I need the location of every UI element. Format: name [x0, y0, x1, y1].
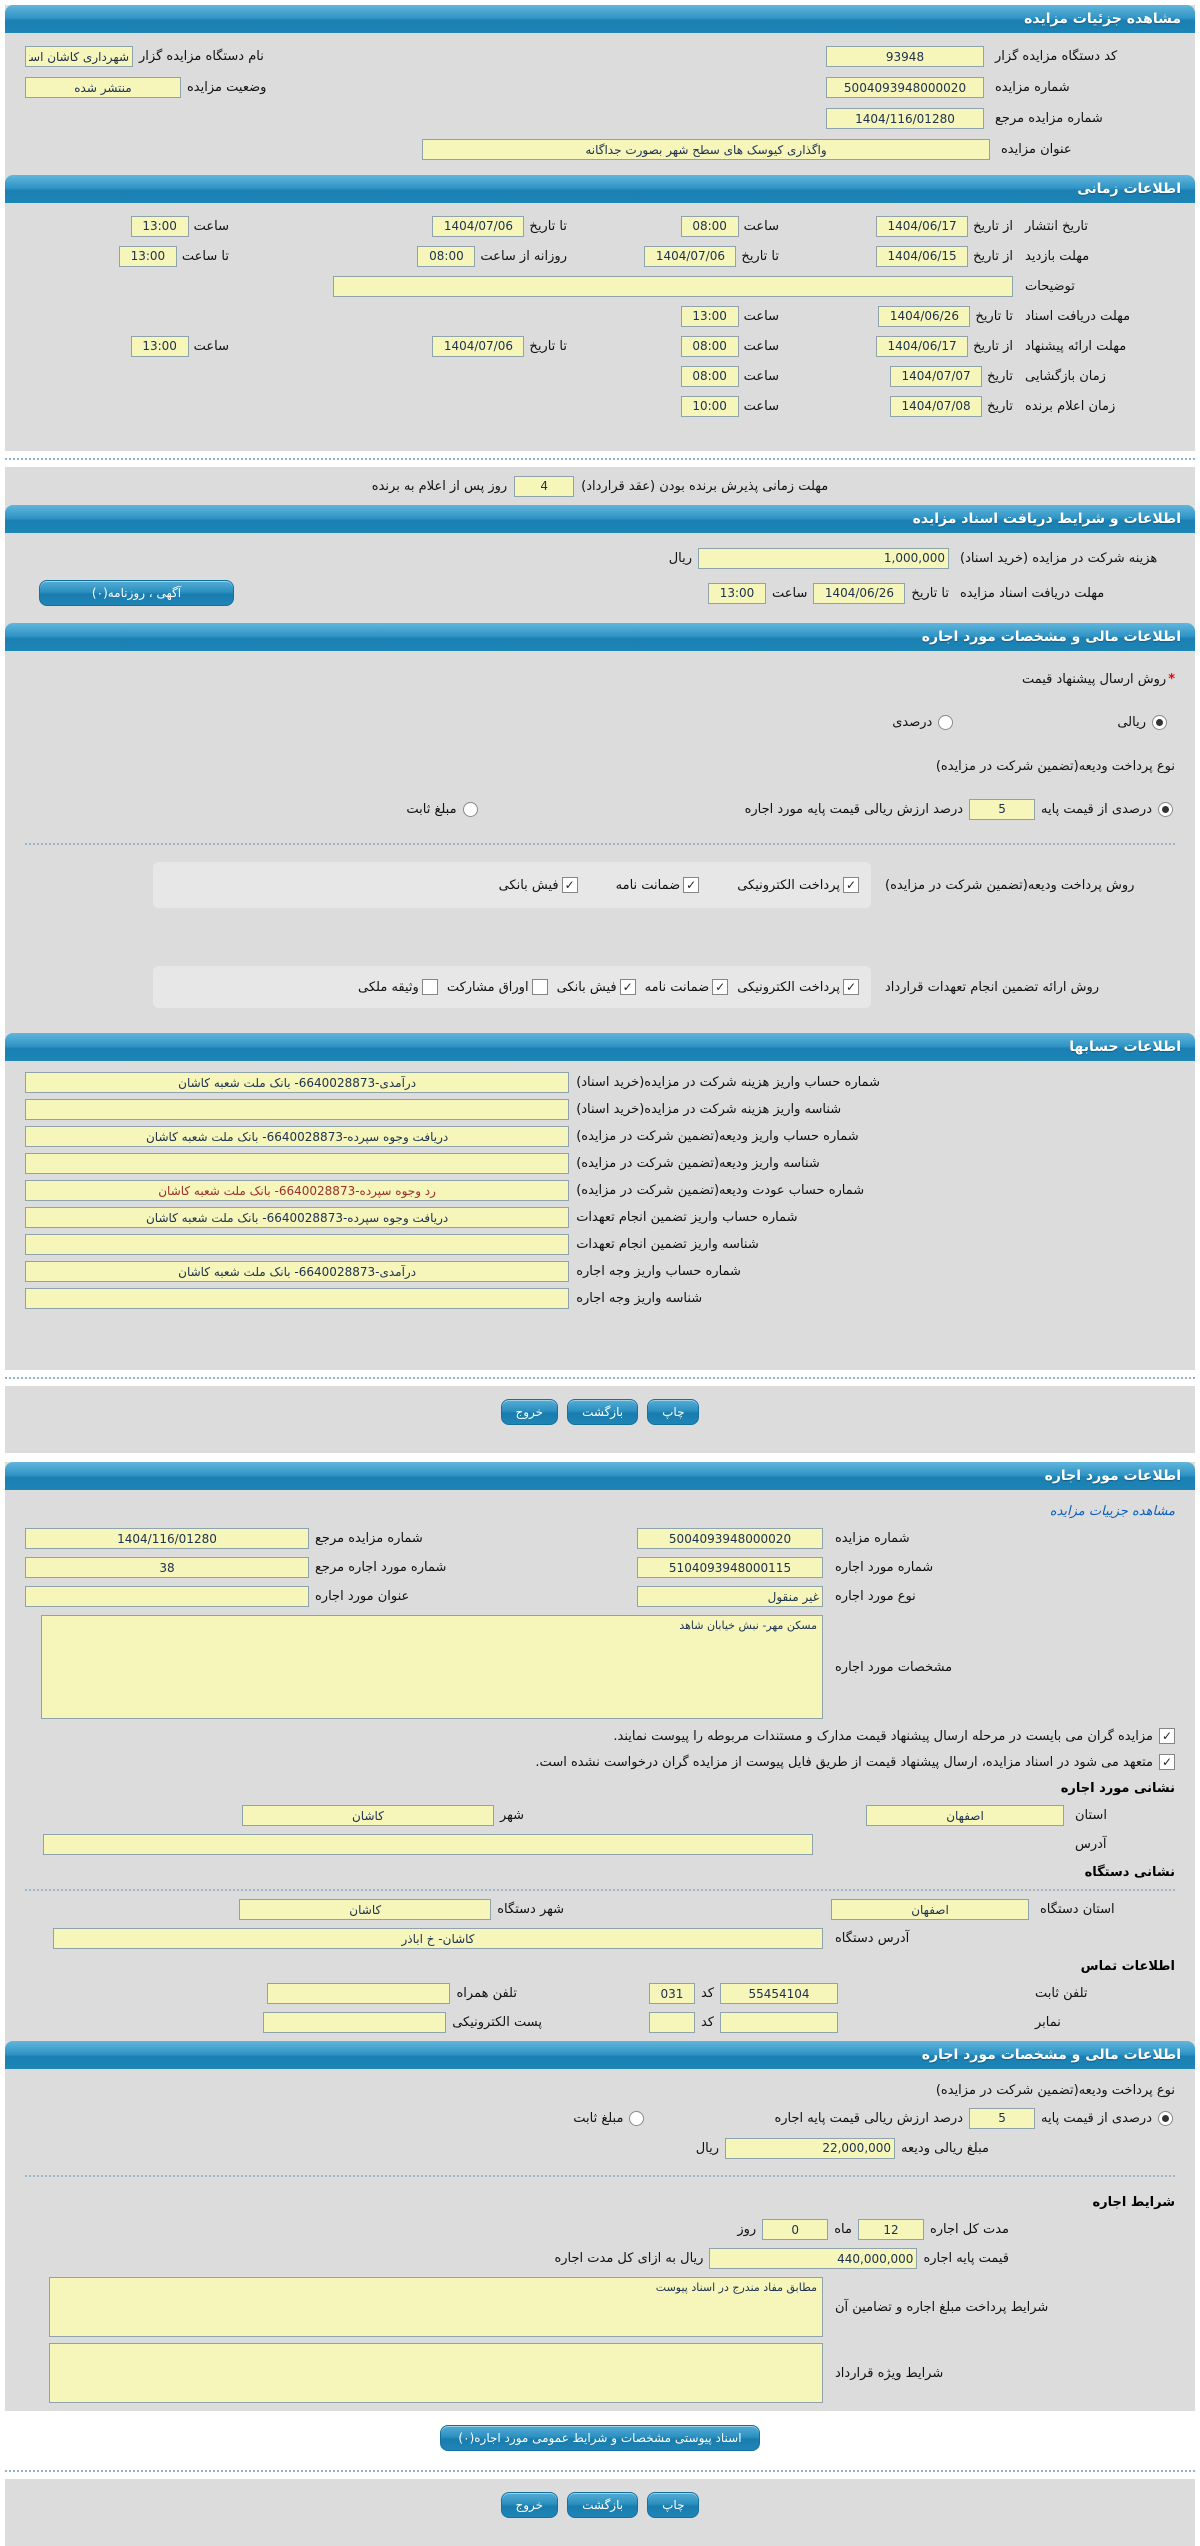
radio-rial-label: ریالی	[1117, 714, 1146, 730]
account-row	[25, 1231, 1175, 1258]
item-ref-field[interactable]	[25, 1557, 309, 1578]
duration-label: مدت کل اجاره	[929, 2222, 1009, 2237]
org-city-field[interactable]	[239, 1899, 491, 1920]
checkbox-guarantee-letter[interactable]	[712, 979, 728, 995]
note-row	[25, 1749, 1175, 1775]
time-row-label: مهلت ارائه پیشنهاد	[1025, 338, 1127, 354]
hour-label: ساعت	[193, 338, 229, 354]
row-org-province-city	[25, 1895, 1175, 1924]
lease-item-panel	[5, 1462, 1195, 2546]
offer-from-date-field[interactable]	[876, 336, 968, 357]
deposit-type-label: نوع پرداخت ودیعه(تضمین شرکت در مزایده)	[935, 758, 1175, 774]
account-row	[25, 1150, 1175, 1177]
view-auction-details-link[interactable]: مشاهده جزییات مزایده	[1049, 1503, 1175, 1519]
hour-label: ساعت	[743, 368, 779, 384]
pay-conditions-label: شرایط پرداخت مبلغ اجاره و تضامین آن	[835, 2299, 1049, 2315]
contract-guarantee-label: روش ارائه تضمین انجام تعهدات قرارداد	[885, 979, 1100, 995]
phone-field[interactable]	[720, 1983, 838, 2004]
org-province-label: استان دستگاه	[1040, 1902, 1115, 1917]
account-field-rent-id[interactable]	[25, 1288, 569, 1309]
to-date-label: تا تاریخ	[529, 338, 567, 354]
item-ref-group	[25, 1557, 477, 1578]
pay-option	[616, 877, 700, 893]
time-row-opening	[25, 361, 1175, 391]
section-title: اطلاعات زمانی	[1077, 181, 1181, 197]
to-date-label: تا تاریخ	[975, 308, 1013, 324]
publish-from-date-field[interactable]	[876, 216, 968, 237]
account-field-fee-deposit[interactable]	[25, 1072, 569, 1093]
time-row-publish	[25, 211, 1175, 241]
guarantee-option	[557, 979, 636, 995]
row-deposit-type	[25, 745, 1175, 787]
fax-label: نمابر	[1035, 2015, 1061, 2030]
row-auction-no	[25, 1524, 1175, 1553]
account-row	[25, 1285, 1175, 1312]
fax-field[interactable]	[720, 2012, 838, 2033]
lease-province-field[interactable]	[866, 1805, 1064, 1826]
note-row	[25, 1723, 1175, 1749]
auction-ref-group	[25, 1528, 477, 1549]
section-title: اطلاعات مالی و مشخصات مورد اجاره	[921, 2047, 1181, 2063]
auction-title-label: عنوان مزایده	[1001, 142, 1072, 157]
row-pay-conditions	[25, 2277, 1175, 2337]
visit-to-hour-field[interactable]	[119, 246, 177, 267]
section-title: اطلاعات مورد اجاره	[1044, 1468, 1181, 1484]
contact-info-title: اطلاعات تماس	[1080, 1958, 1175, 1974]
org-city-label: شهر دستگاه	[497, 1902, 564, 1917]
row-deposit-pay-methods	[25, 857, 1175, 913]
rial-label: ریال	[695, 2140, 720, 2156]
offer-to-date-field[interactable]	[432, 336, 524, 357]
description-label: توضیحات	[1025, 278, 1075, 294]
hour-label: ساعت	[743, 398, 779, 414]
divider	[25, 2175, 1175, 2177]
fee-label: هزینه شرکت در مزایده (خرید اسناد)	[960, 550, 1158, 566]
winner-hour-field[interactable]	[681, 396, 739, 417]
base-price-label: قیمت پایه اجاره	[923, 2251, 1009, 2266]
attached-docs-button[interactable]: اسناد پیوستی مشخصات و شرایط عمومی مورد اجاره(۰)	[440, 2425, 760, 2451]
account-label: شماره حساب واریز وجه اجاره	[576, 1264, 741, 1279]
fee-field[interactable]	[698, 548, 949, 569]
percent-of-base-label: درصدی از قیمت پایه	[1041, 801, 1152, 817]
description-field[interactable]	[333, 276, 1013, 297]
deposit-amount-label: مبلغ ریالی ودیعه	[901, 2140, 989, 2156]
auction-status-label: وضعیت مزایده	[187, 80, 267, 95]
deposit-type-label: نوع پرداخت ودیعه(تضمین شرکت در مزایده)	[935, 2082, 1175, 2098]
account-row	[25, 1258, 1175, 1285]
to-hour-label: تا ساعت	[181, 248, 229, 264]
to-date-label: تا تاریخ	[529, 218, 567, 234]
account-row	[25, 1069, 1175, 1096]
row-deposit-type-options	[25, 787, 1175, 831]
account-row	[25, 1123, 1175, 1150]
item-type-label: نوع مورد اجاره	[835, 1589, 916, 1604]
row-auction-ref	[25, 103, 1175, 134]
rial-label: ریال	[668, 550, 692, 566]
row-org-address	[25, 1924, 1175, 1953]
radio-percent-label: درصدی	[892, 714, 933, 730]
publish-to-hour-field[interactable]	[131, 216, 189, 237]
lease-item-section	[5, 1490, 1195, 2041]
row-docs-deadline	[25, 575, 1175, 611]
item-spec-label: مشخصات مورد اجاره	[835, 1659, 953, 1675]
account-label: شماره حساب واریز تضمین انجام تعهدات	[576, 1210, 798, 1225]
row-fax-email	[25, 2008, 1175, 2037]
panel1-buttons	[5, 1386, 1195, 1453]
auction-ref-field[interactable]	[826, 108, 984, 129]
item-ref-label: شماره مورد اجاره مرجع	[315, 1560, 447, 1575]
row-deposit-type-options-2	[25, 2103, 1175, 2133]
acceptance-days-field[interactable]	[514, 476, 574, 497]
account-field-obligation-pay[interactable]	[25, 1207, 569, 1228]
deposit-percent-field[interactable]	[969, 799, 1035, 820]
guarantee-option	[737, 979, 859, 995]
guarantee-option	[447, 979, 548, 995]
hour-label: ساعت	[743, 308, 779, 324]
auction-no-field[interactable]	[637, 1528, 823, 1549]
from-date-label: از تاریخ	[973, 218, 1013, 234]
checkbox-label: ضمانت نامه	[615, 877, 681, 893]
section-header-financial-lease	[5, 2041, 1195, 2069]
checkbox-label: ضمانت نامه	[644, 979, 710, 995]
phone-label: تلفن ثابت	[1035, 1986, 1088, 2001]
province-label: استان	[1075, 1808, 1107, 1823]
price-method-label: روش ارسال پیشنهاد قیمت	[1021, 671, 1167, 687]
row-contract-guarantee-methods	[25, 961, 1175, 1013]
hour-label: ساعت	[743, 338, 779, 354]
account-field-deposit-return[interactable]	[25, 1180, 569, 1201]
receive-to-date-field[interactable]	[878, 306, 970, 327]
exit-button[interactable]: خروج	[501, 1399, 559, 1425]
phone-code-field[interactable]	[649, 1983, 695, 2004]
auction-ref-label: شماره مزایده مرجع	[995, 111, 1103, 126]
row-lease-province-city	[25, 1801, 1175, 1830]
fax-code-field[interactable]	[649, 2012, 695, 2033]
item-type-field[interactable]	[637, 1586, 823, 1607]
percent-suffix-label: درصد ارزش ریالی قیمت پایه اجاره	[774, 2110, 964, 2126]
to-date-label: تا تاریخ	[741, 248, 779, 264]
account-field-rent-pay[interactable]	[25, 1261, 569, 1282]
visit-to-date-field[interactable]	[644, 246, 736, 267]
account-label: شناسه واریز ودیعه(تضمین شرکت در مزایده)	[576, 1156, 820, 1171]
duration-days-field[interactable]	[762, 2219, 828, 2240]
guarantee-option	[645, 979, 729, 995]
to-date-label: تا تاریخ	[911, 585, 949, 601]
month-label: ماه	[834, 2222, 852, 2237]
lease-conditions-title: شرایط اجاره	[1092, 2194, 1175, 2210]
checkbox-guarantee-letter[interactable]	[683, 877, 699, 893]
checkbox-property-collateral[interactable]	[422, 979, 438, 995]
row-auction-title	[25, 134, 1175, 165]
city-label: شهر	[499, 1808, 524, 1823]
email-label: پست الکترونیکی	[452, 2015, 542, 2030]
special-conditions-label: شرایط ویژه قرارداد	[835, 2365, 944, 2381]
pay-conditions-textarea[interactable]	[49, 2277, 823, 2337]
account-row	[25, 1096, 1175, 1123]
checkbox-bank-receipt[interactable]	[562, 877, 578, 893]
note-text: مزایده گران می بایست در مرحله ارسال پیشنهاد قیمت مدارک و مستندات مربوطه را پیوست نمایند.	[613, 1728, 1153, 1744]
row-price-method	[25, 659, 1175, 699]
code-label: کد	[700, 1986, 714, 2001]
section-title: اطلاعات حسابها	[1069, 1039, 1181, 1055]
org-address-label: آدرس دستگاه	[835, 1931, 910, 1946]
row-lease-base-price	[25, 2244, 1175, 2273]
lease-address-title: نشانی مورد اجاره	[1060, 1780, 1175, 1796]
checkbox-label: پرداخت الکترونیکی	[737, 877, 840, 893]
opening-hour-field[interactable]	[681, 366, 739, 387]
divider	[5, 1370, 1195, 1386]
auction-title-field[interactable]	[422, 139, 990, 160]
time-row-offer	[25, 331, 1175, 361]
item-spec-textarea[interactable]	[41, 1615, 823, 1719]
checkbox-label: اوراق مشارکت	[446, 979, 529, 995]
row-special-conditions	[25, 2343, 1175, 2403]
note-text: متعهد می شود در اسناد مزایده، ارسال پیشنهاد قیمت از طریق فایل پیوست از مزایده گران درخواست نشده است.	[535, 1754, 1153, 1770]
offer-from-hour-field[interactable]	[681, 336, 739, 357]
daily-from-hour-label: روزانه از ساعت	[480, 248, 567, 264]
acceptance-label: مهلت زمانی پذیرش برنده بودن (عقد قرارداد)	[581, 478, 829, 494]
row-item-spec	[25, 1615, 1175, 1719]
row-participation-fee	[25, 541, 1175, 575]
org-code-field[interactable]	[826, 46, 984, 67]
print-button[interactable]: چاپ	[647, 1399, 699, 1425]
org-name-field[interactable]	[25, 46, 133, 67]
divider	[25, 843, 1175, 845]
time-row-label: مهلت دریافت اسناد	[1025, 308, 1131, 324]
checkbox-label: فیش بانکی	[498, 877, 559, 893]
item-no-field[interactable]	[637, 1557, 823, 1578]
row-item-no	[25, 1553, 1175, 1582]
checkbox-electronic-payment[interactable]	[843, 979, 859, 995]
item-title-group	[25, 1586, 477, 1607]
mobile-field[interactable]	[267, 1983, 450, 2004]
row-auction-no-status	[25, 72, 1175, 103]
fixed-amount-label: مبلغ ثابت	[573, 2110, 624, 2126]
account-label: شناسه واریز هزینه شرکت در مزایده(خرید اسناد)	[576, 1102, 842, 1117]
item-no-label: شماره مورد اجاره	[835, 1560, 934, 1575]
section-header-accounts	[5, 1033, 1195, 1061]
account-row	[25, 1177, 1175, 1204]
divider	[5, 451, 1195, 467]
time-row-label: زمان بازگشایی	[1025, 368, 1106, 384]
from-date-label: از تاریخ	[973, 248, 1013, 264]
account-field-fee-id[interactable]	[25, 1099, 569, 1120]
row-org-code-name	[25, 41, 1175, 72]
account-label: شماره حساب واریز هزینه شرکت در مزایده(خرید اسناد)	[576, 1075, 880, 1090]
org-province-field[interactable]	[831, 1899, 1029, 1920]
financial-section	[5, 651, 1195, 1033]
checkbox-electronic-payment[interactable]	[843, 877, 859, 893]
row-deposit-amount	[25, 2133, 1175, 2163]
radio-rial[interactable]	[1152, 715, 1167, 730]
row-item-type	[25, 1582, 1175, 1611]
acceptance-suffix: روز پس از اعلام به برنده	[371, 478, 508, 494]
hour-label: ساعت	[193, 218, 229, 234]
docs-deadline-label: مهلت دریافت اسناد مزایده	[960, 585, 1105, 601]
back-button[interactable]: بازگشت	[567, 2492, 638, 2518]
email-field[interactable]	[263, 2012, 446, 2033]
deposit-pay-method-label: روش پرداخت ودیعه(تضمین شرکت در مزایده)	[885, 877, 1135, 893]
offer-to-hour-field[interactable]	[131, 336, 189, 357]
org-name-group	[25, 46, 264, 67]
auction-basic-fields	[5, 33, 1195, 165]
org-address-title: نشانی دستگاه	[25, 1859, 1175, 1891]
checkbox-no-file-request[interactable]	[1159, 1754, 1175, 1770]
section-header-lease-item	[5, 1462, 1195, 1490]
required-asterisk: *	[1168, 671, 1175, 687]
section-title: اطلاعات مالی و مشخصات مورد اجاره	[921, 629, 1181, 645]
opening-date-field[interactable]	[890, 366, 982, 387]
section-header-time-info	[5, 175, 1195, 203]
hour-label: ساعت	[743, 218, 779, 234]
mobile-label: تلفن همراه	[456, 1986, 517, 2001]
newspaper-ads-button[interactable]: آگهی ، روزنامه(۰)	[39, 580, 234, 606]
from-date-label: از تاریخ	[973, 338, 1013, 354]
panel2-buttons	[5, 2479, 1195, 2546]
account-field-deposit-pay[interactable]	[25, 1126, 569, 1147]
accounts-section	[5, 1061, 1195, 1370]
section-header-view-auction	[5, 5, 1195, 33]
address-label: آدرس	[1075, 1837, 1107, 1852]
radio-percent-of-base[interactable]	[1158, 802, 1173, 817]
org-name-label: نام دستگاه مزایده گزار	[139, 49, 264, 64]
lease-city-field[interactable]	[242, 1805, 494, 1826]
deposit-pay-options-band	[153, 862, 871, 908]
docs-deadline-hour-field[interactable]	[708, 583, 766, 604]
guarantee-options-band	[153, 966, 871, 1008]
section-header-docs	[5, 505, 1195, 533]
account-label: شماره حساب واریز ودیعه(تضمین شرکت در مزایده)	[576, 1129, 859, 1144]
checkbox-attach-documents[interactable]	[1159, 1728, 1175, 1744]
time-row-label: زمان اعلام برنده	[1025, 398, 1116, 414]
checkbox-label: فیش بانکی	[556, 979, 617, 995]
visit-from-date-field[interactable]	[876, 246, 968, 267]
time-row-visit	[25, 241, 1175, 271]
section-title: مشاهده جزئیات مزایده	[1024, 11, 1181, 27]
date-label: تاریخ	[987, 398, 1013, 414]
account-label: شماره حساب عودت ودیعه(تضمین شرکت در مزایده)	[576, 1183, 865, 1198]
time-row-receive-docs	[25, 301, 1175, 331]
financial-lease-section	[5, 2069, 1195, 2403]
radio-fixed-amount[interactable]	[463, 802, 478, 817]
auction-ref-label: شماره مزایده مرجع	[315, 1531, 423, 1546]
link-row	[25, 1498, 1175, 1524]
publish-to-date-field[interactable]	[432, 216, 524, 237]
percent-of-base-label: درصدی از قیمت پایه	[1041, 2110, 1152, 2126]
winner-date-field[interactable]	[890, 396, 982, 417]
percent-suffix-label: درصد ارزش ریالی قیمت پایه مورد اجاره	[744, 801, 964, 817]
radio-percent[interactable]	[938, 715, 953, 730]
hour-label: ساعت	[772, 585, 808, 601]
docs-section	[5, 533, 1195, 623]
day-label: روز	[737, 2222, 757, 2237]
checkbox-bank-receipt[interactable]	[620, 979, 636, 995]
time-row-description	[25, 271, 1175, 301]
fixed-amount-label: مبلغ ثابت	[406, 801, 457, 817]
item-title-label: عنوان مورد اجاره	[315, 1589, 410, 1604]
exit-button[interactable]: خروج	[501, 2492, 559, 2518]
docs-deadline-date-field[interactable]	[813, 583, 905, 604]
time-row-label: تاریخ انتشار	[1025, 218, 1088, 234]
account-label: شناسه واریز تضمین انجام تعهدات	[576, 1237, 759, 1252]
auction-details-panel	[5, 5, 1195, 1453]
pay-option	[737, 877, 859, 893]
deposit-percent-field[interactable]	[969, 2108, 1035, 2129]
receive-to-hour-field[interactable]	[681, 306, 739, 327]
checkbox-label: پرداخت الکترونیکی	[737, 979, 840, 995]
auction-no-label: شماره مزایده	[995, 80, 1070, 95]
deposit-amount-field[interactable]	[725, 2138, 895, 2159]
checkbox-label: وثیقه ملکی	[358, 979, 419, 995]
guarantee-option	[358, 979, 438, 995]
time-row-winner-announce	[25, 391, 1175, 421]
lease-address-field[interactable]	[43, 1834, 813, 1855]
auction-no-label: شماره مزایده	[835, 1531, 910, 1546]
auction-no-field[interactable]	[826, 77, 984, 98]
section-title: اطلاعات و شرایط دریافت اسناد مزایده	[912, 511, 1181, 527]
org-address-field[interactable]	[53, 1928, 823, 1949]
auction-status-field[interactable]	[25, 77, 181, 98]
code-label: کد	[700, 2015, 714, 2030]
special-conditions-textarea[interactable]	[49, 2343, 823, 2403]
pay-option	[499, 877, 578, 893]
attachments-band	[5, 2411, 1195, 2479]
account-row	[25, 1204, 1175, 1231]
auction-ref-field[interactable]	[25, 1528, 309, 1549]
account-field-obligation-id[interactable]	[25, 1234, 569, 1255]
radio-fixed-amount[interactable]	[629, 2111, 644, 2126]
row-deposit-type-2	[25, 2077, 1175, 2103]
time-info-section	[5, 203, 1195, 451]
base-price-suffix: ریال به ازای کل مدت اجاره	[554, 2251, 704, 2266]
divider	[5, 2463, 1195, 2479]
date-label: تاریخ	[987, 368, 1013, 384]
winner-acceptance-row	[5, 467, 1195, 505]
checkbox-participation-bonds[interactable]	[532, 979, 548, 995]
org-code-label: کد دستگاه مزایده گزار	[995, 49, 1118, 64]
account-label: شناسه واریز وجه اجاره	[576, 1291, 703, 1306]
auction-status-group	[25, 77, 266, 98]
base-price-field[interactable]	[709, 2248, 917, 2269]
back-button[interactable]: بازگشت	[567, 1399, 638, 1425]
publish-from-hour-field[interactable]	[681, 216, 739, 237]
account-field-deposit-id[interactable]	[25, 1153, 569, 1174]
radio-percent-of-base[interactable]	[1158, 2111, 1173, 2126]
row-phone	[25, 1979, 1175, 2008]
row-lease-address	[25, 1830, 1175, 1859]
print-button[interactable]: چاپ	[647, 2492, 699, 2518]
item-title-field[interactable]	[25, 1586, 309, 1607]
row-lease-duration	[25, 2215, 1175, 2244]
time-row-label: مهلت بازدید	[1025, 248, 1090, 264]
visit-daily-from-hour-field[interactable]	[417, 246, 475, 267]
duration-months-field[interactable]	[858, 2219, 924, 2240]
section-header-financial	[5, 623, 1195, 651]
row-price-method-options	[25, 699, 1175, 745]
